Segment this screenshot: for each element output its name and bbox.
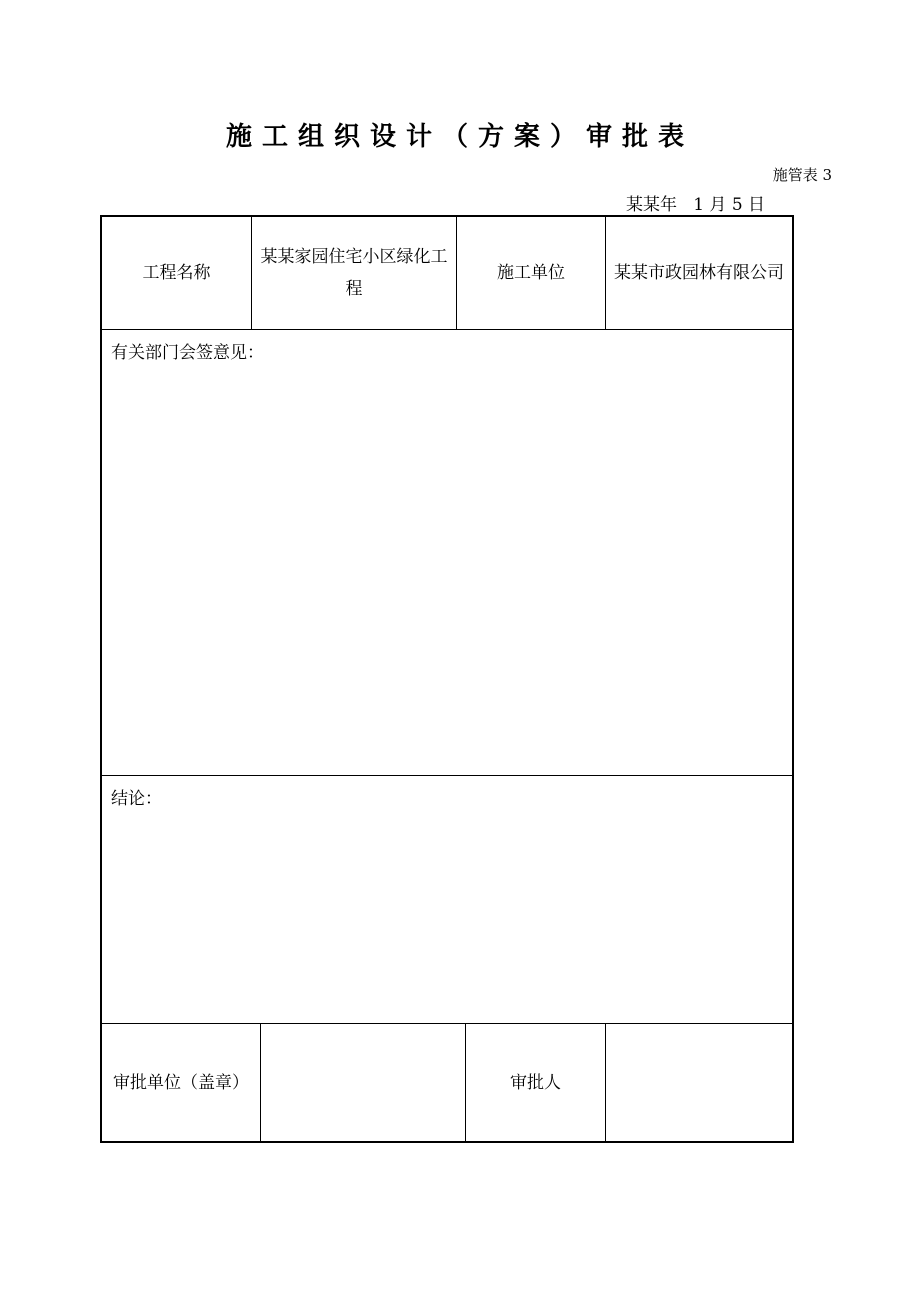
- conclusion-section[interactable]: [102, 776, 792, 1024]
- approval-unit-label: 审批单位（盖章）: [113, 1072, 249, 1093]
- approver-field[interactable]: [605, 1024, 792, 1141]
- form-title: 施工组织设计（方案）审批表: [225, 122, 694, 152]
- conclusion-label: 结论：: [111, 789, 162, 809]
- dept-opinion-label: 有关部门会签意见：: [111, 343, 264, 363]
- approver-label: 审批人: [465, 1024, 605, 1141]
- construction-unit-value[interactable]: 某某市政园林有限公司: [605, 217, 792, 329]
- project-name-value[interactable]: 某某家园住宅小区绿化工程: [251, 217, 456, 329]
- form-number: 施管表 3: [772, 166, 832, 184]
- dept-opinion-section[interactable]: [102, 330, 792, 776]
- approval-row: [102, 1024, 792, 1141]
- project-info-row: [102, 217, 792, 330]
- approval-table: [100, 215, 794, 1143]
- construction-unit-label: 施工单位: [456, 217, 605, 329]
- project-name-label: 工程名称: [142, 263, 211, 283]
- form-date: 某某年 1 月 5 日: [626, 195, 766, 215]
- approval-unit-field[interactable]: [260, 1024, 465, 1141]
